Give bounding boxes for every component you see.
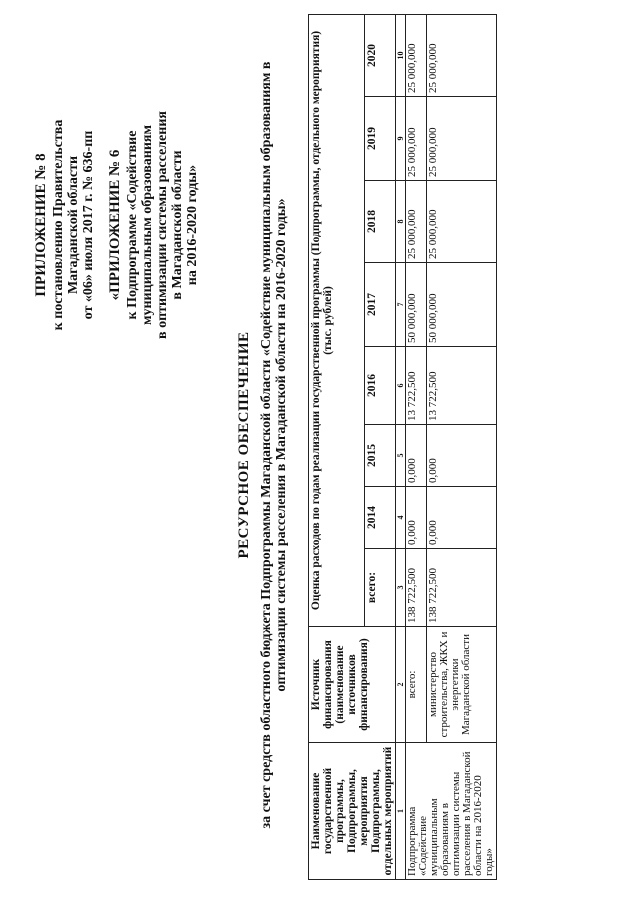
header-year: 2014 <box>364 487 395 549</box>
total-cell: 138 722,500 <box>406 549 427 627</box>
table-row <box>406 14 427 879</box>
total-cell: 138 722,500 <box>426 549 496 627</box>
header-line: к Подпрограмме «Содействие <box>125 130 140 320</box>
value-cell: 13 722,500 <box>406 347 427 425</box>
header-line: от «06» июля 2017 г. № 636-пп <box>81 130 96 320</box>
value-cell: 50 000,000 <box>406 263 427 347</box>
program-name-cell: Подпрограмма «Содействие муниципальным образованиям в оптимизации системы расселения в Магаданской области на 2016-2020 годы» <box>406 743 497 880</box>
header-line: в оптимизации системы расселения <box>155 111 170 339</box>
header-financing-source: Источник финансирования (наименование источников финансирования) <box>309 627 396 743</box>
appendix-title: ПРИЛОЖЕНИЕ № 8 <box>33 153 49 297</box>
value-cell: 0,000 <box>426 487 496 549</box>
column-index: 6 <box>396 347 406 425</box>
column-index: 2 <box>396 627 406 743</box>
header-year: 2020 <box>364 14 395 96</box>
column-index: 1 <box>396 743 406 880</box>
resource-table <box>308 14 497 880</box>
value-cell: 0,000 <box>426 425 496 487</box>
value-cell: 25 000,000 <box>426 97 496 181</box>
document-title <box>236 45 289 845</box>
column-index: 3 <box>396 549 406 627</box>
header-year: 2015 <box>364 425 395 487</box>
header-year: 2016 <box>364 347 395 425</box>
title-sub-line-2: оптимизации системы расселения в Магаданской области на 2016-2020 годы» <box>274 198 289 692</box>
column-index: 9 <box>396 97 406 181</box>
appendix-header <box>34 45 200 405</box>
value-cell: 0,000 <box>406 425 427 487</box>
header-year: 2018 <box>364 181 395 263</box>
column-index: 4 <box>396 487 406 549</box>
value-cell: 25 000,000 <box>406 14 427 96</box>
value-cell: 50 000,000 <box>426 263 496 347</box>
header-line: Магаданской области <box>66 155 81 295</box>
header-total: всего: <box>364 549 395 627</box>
value-cell: 25 000,000 <box>426 181 496 263</box>
source-cell: всего: <box>406 627 427 743</box>
header-expense-estimate: Оценка расходов по годам реализации государственной программы (Подпрограммы, отдельного мероприятия) (тыс. рублей) <box>309 14 365 626</box>
header-program-name: Наименование государственной программы, Подпрограммы, мероприятия Подпрограммы, отдельных мероприятий <box>309 743 396 880</box>
column-index: 8 <box>396 181 406 263</box>
header-year: 2019 <box>364 97 395 181</box>
column-index: 5 <box>396 425 406 487</box>
header-line: в Магаданской области <box>170 150 185 300</box>
value-cell: 13 722,500 <box>426 347 496 425</box>
header-year: 2017 <box>364 263 395 347</box>
value-cell: 0,000 <box>406 487 427 549</box>
header-line: на 2016-2020 годы» <box>185 164 200 286</box>
header-line: к постановлению Правительства <box>51 119 66 331</box>
value-cell: 25 000,000 <box>406 181 427 263</box>
value-cell: 25 000,000 <box>426 14 496 96</box>
column-index: 7 <box>396 263 406 347</box>
column-index: 10 <box>396 14 406 96</box>
source-cell: министерство строительства, ЖКХ и энергетики Магаданской области <box>426 627 496 743</box>
column-index-row <box>396 14 406 879</box>
value-cell: 25 000,000 <box>406 97 427 181</box>
title-sub-line-1: за счет средств областного бюджета Подпрограммы Магаданской области «Содействие муниципальным образованиям в <box>259 61 274 829</box>
header-line: муниципальным образованиям <box>140 124 155 326</box>
title-main: РЕСУРСНОЕ ОБЕСПЕЧЕНИЕ <box>236 331 252 559</box>
appendix-2-title: «ПРИЛОЖЕНИЕ № 6 <box>107 149 123 301</box>
